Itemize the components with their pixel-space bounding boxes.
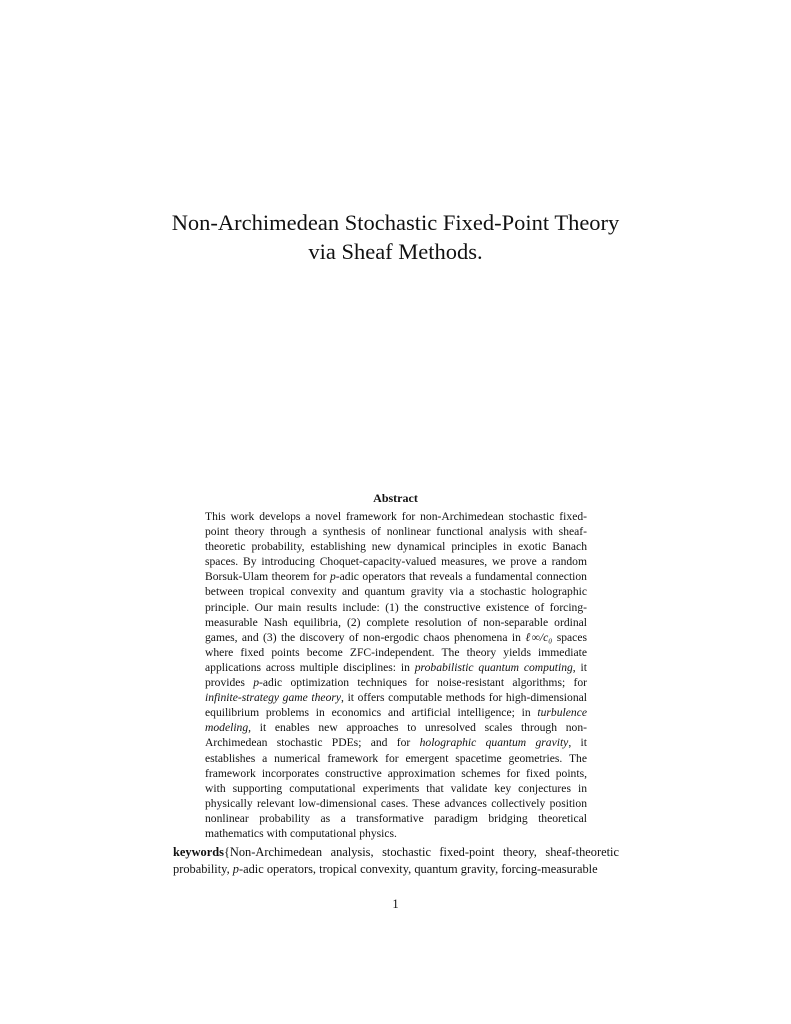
abstract-heading: Abstract — [373, 491, 418, 505]
keywords-brace: { — [223, 845, 230, 859]
abstract-text-8: , it establishes a numerical framework for emergent spacetime geometries. The framework incorporates constructive approximation schemes for fixed points, with supporting computational experiments that validate key conjectures in physically relevant low-dimensional cases. These advances collectively position nonlinear probability as a transformative paradigm bridging theoretical mathematics with computational physics. — [205, 736, 587, 840]
abstract-field-turbulence: turbulence modeling — [205, 706, 587, 735]
abstract-math-p-2: p — [253, 676, 260, 690]
abstract-text-4: , it provides — [205, 660, 587, 690]
paper-title-line-2: via Sheaf Methods. — [308, 239, 483, 264]
paper-title — [0, 208, 791, 266]
abstract-text-3: spaces where fixed points become ZFC-independent. The theory yields immediate applications across multiple disciplines: in — [205, 630, 587, 674]
keywords-label: keywords — [173, 845, 224, 859]
keywords-math-p: p — [232, 862, 239, 876]
keywords-text-2: -adic operators, tropical convexity, quantum gravity, forcing-measurable — [238, 862, 598, 876]
keywords-text-1: Non-Archimedean analysis, stochastic fixed-point theory, sheaf-theoretic probability, — [173, 845, 619, 876]
abstract-field-game-theory: infinite-strategy game theory — [205, 691, 342, 705]
abstract-text-2: -adic operators that reveals a fundamental connection between tropical convexity and quantum gravity via a stochastic holographic principle. Our main results include: (1) the constructive existence of forcing-measurable Nash equilibria, (2) complete resolution of non-separable ordinal games, and (3) the discovery of non-ergodic chaos phenomena in — [205, 570, 587, 644]
paper-title-line-1: Non-Archimedean Stochastic Fixed-Point Theory — [171, 210, 620, 235]
page-number: 1 — [392, 897, 399, 911]
abstract-text-1: This work develops a novel framework for non-Archimedean stochastic fixed-point theory through a synthesis of nonlinear functional analysis with sheaf-theoretic probability, establishing new dynamical principles in exotic Banach spaces. By introducing Choquet-capacity-valued measures, we prove a random Borsuk-Ulam theorem for — [205, 510, 587, 584]
abstract-text-6: , it offers computable methods for high-dimensional equilibrium problems in economics and artificial intelligence; in — [205, 691, 587, 720]
abstract-field-quantum-gravity: holographic quantum gravity — [419, 736, 569, 750]
abstract-field-quantum-computing: probabilistic quantum computing — [414, 660, 573, 674]
abstract-body — [205, 509, 587, 841]
keywords — [173, 844, 619, 878]
abstract-text-5: -adic optimization techniques for noise-resistant algorithms; for — [259, 676, 588, 690]
abstract-math-space: ℓ∞/c₀ — [525, 630, 553, 644]
abstract-text-7: , it enables new approaches to unresolved scales through non-Archimedean stochastic PDEs; and for — [205, 721, 587, 750]
abstract-math-p: p — [329, 570, 336, 584]
